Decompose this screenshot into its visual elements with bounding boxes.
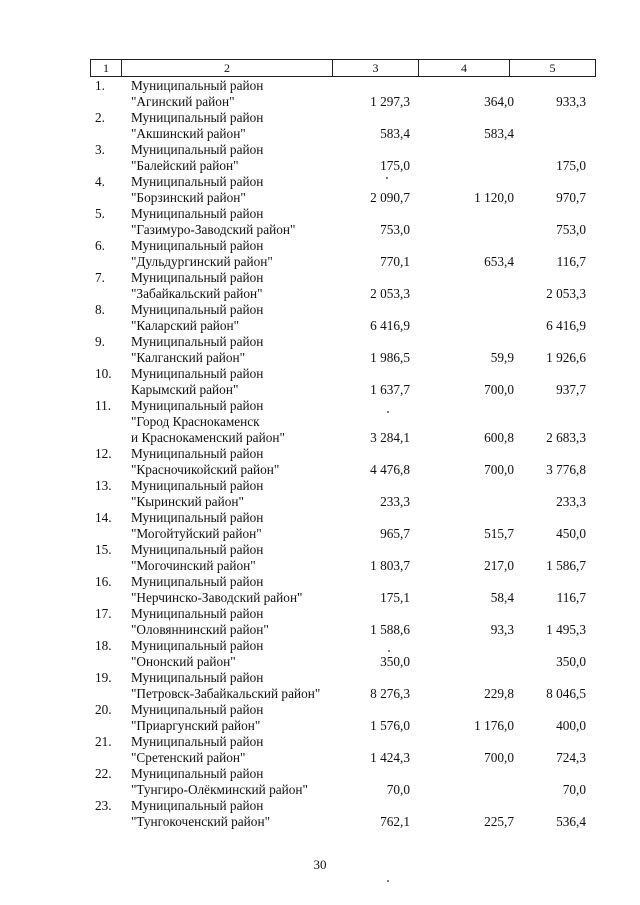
value-col-5: 1 495,3	[546, 622, 586, 637]
district-name-line: Муниципальный район	[131, 670, 264, 685]
value-col-3: 2 090,7	[370, 190, 410, 205]
district-name	[131, 206, 361, 238]
table-row	[0, 174, 640, 206]
value-col-3: 762,1	[380, 814, 410, 829]
value-col-3: 175,1	[380, 590, 410, 605]
district-name	[131, 670, 361, 702]
table-header	[90, 59, 596, 77]
district-name	[131, 302, 361, 334]
value-col-4: 700,0	[484, 462, 514, 477]
district-name-line: Муниципальный район	[131, 734, 264, 749]
value-col-3: 583,4	[380, 126, 410, 141]
value-col-3: 1 576,0	[370, 718, 410, 733]
value-col-3: 3 284,1	[370, 430, 410, 445]
district-name-line: Муниципальный район	[131, 334, 264, 349]
district-name	[131, 142, 361, 174]
value-col-3: 1 986,5	[370, 350, 410, 365]
district-name	[131, 702, 361, 734]
value-col-5: 116,7	[556, 590, 586, 605]
row-number: 20.	[95, 702, 112, 717]
value-col-5: 116,7	[556, 254, 586, 269]
value-col-5: 1 926,6	[546, 350, 586, 365]
district-name-line: "Забайкальский район"	[131, 286, 263, 301]
value-col-5: 6 416,9	[546, 318, 586, 333]
district-name-line: Муниципальный район	[131, 110, 264, 125]
header-col-3: 3	[333, 60, 419, 77]
value-col-3: 1 803,7	[370, 558, 410, 573]
district-name-line: "Дульдургинский район"	[131, 254, 273, 269]
value-col-5: 724,3	[556, 750, 586, 765]
value-col-3: 70,0	[386, 782, 410, 797]
district-name	[131, 270, 361, 302]
value-col-5: 1 586,7	[546, 558, 586, 573]
row-number: 17.	[95, 606, 112, 621]
district-name-line: Муниципальный район	[131, 478, 264, 493]
row-number: 7.	[95, 270, 105, 285]
value-col-3: 4 476,8	[370, 462, 410, 477]
value-col-5: 400,0	[556, 718, 586, 733]
district-name-line: Муниципальный район	[131, 78, 264, 93]
value-col-4: 653,4	[484, 254, 514, 269]
district-name	[131, 334, 361, 366]
district-name	[131, 398, 361, 446]
district-name	[131, 510, 361, 542]
district-name-line: "Кыринский район"	[131, 494, 244, 509]
district-name-line: "Газимуро-Заводский район"	[131, 222, 296, 237]
value-col-4: 364,0	[484, 94, 514, 109]
value-col-4: 93,3	[490, 622, 514, 637]
district-name-line: "Балейский район"	[131, 158, 239, 173]
value-col-5: 175,0	[556, 158, 586, 173]
row-number: 1.	[95, 78, 105, 93]
value-col-5: 8 046,5	[546, 686, 586, 701]
header-col-2: 2	[122, 60, 333, 77]
district-name	[131, 478, 361, 510]
district-name-line: "Приаргунский район"	[131, 718, 261, 733]
district-name	[131, 174, 361, 206]
row-number: 15.	[95, 542, 112, 557]
table-row	[0, 334, 640, 366]
table-row	[0, 238, 640, 270]
value-col-5: 937,7	[556, 382, 586, 397]
district-name-line: Муниципальный район	[131, 798, 264, 813]
table-row	[0, 78, 640, 110]
table-row	[0, 510, 640, 542]
district-name-line: и Краснокаменский район"	[131, 430, 285, 445]
district-name-line: "Сретенский район"	[131, 750, 246, 765]
district-name-line: "Город Краснокаменск	[131, 414, 260, 429]
district-name	[131, 446, 361, 478]
row-number: 16.	[95, 574, 112, 589]
row-number: 11.	[95, 398, 112, 413]
value-col-3: 1 637,7	[370, 382, 410, 397]
scan-speck	[386, 177, 388, 179]
table-row	[0, 302, 640, 334]
row-number: 19.	[95, 670, 112, 685]
value-col-5: 70,0	[562, 782, 586, 797]
district-name-line: Муниципальный район	[131, 270, 264, 285]
value-col-4: 583,4	[484, 126, 514, 141]
value-col-5: 536,4	[556, 814, 586, 829]
district-name-line: "Оловяннинский район"	[131, 622, 269, 637]
value-col-4: 700,0	[484, 750, 514, 765]
value-col-5: 933,3	[556, 94, 586, 109]
value-col-4: 225,7	[484, 814, 514, 829]
header-col-1: 1	[91, 60, 122, 77]
table-row	[0, 206, 640, 238]
district-name-line: "Ононский район"	[131, 654, 236, 669]
row-number: 23.	[95, 798, 112, 813]
value-col-4: 1 176,0	[474, 718, 514, 733]
value-col-3: 1 588,6	[370, 622, 410, 637]
value-col-3: 8 276,3	[370, 686, 410, 701]
row-number: 14.	[95, 510, 112, 525]
value-col-5: 350,0	[556, 654, 586, 669]
value-col-3: 753,0	[380, 222, 410, 237]
district-name	[131, 798, 361, 830]
row-number: 21.	[95, 734, 112, 749]
district-name-line: "Агинский район"	[131, 94, 235, 109]
district-name-line: "Каларский район"	[131, 318, 240, 333]
value-col-3: 770,1	[380, 254, 410, 269]
value-col-3: 1 424,3	[370, 750, 410, 765]
district-name	[131, 766, 361, 798]
district-name-line: Муниципальный район	[131, 206, 264, 221]
district-name-line: Муниципальный район	[131, 638, 264, 653]
scan-speck	[388, 650, 390, 652]
value-col-4: 58,4	[490, 590, 514, 605]
value-col-4: 700,0	[484, 382, 514, 397]
district-name-line: Муниципальный район	[131, 574, 264, 589]
district-name-line: Муниципальный район	[131, 366, 264, 381]
district-name-line: Муниципальный район	[131, 766, 264, 781]
row-number: 2.	[95, 110, 105, 125]
district-name-line: Муниципальный район	[131, 510, 264, 525]
district-name-line: "Могочинский район"	[131, 558, 256, 573]
district-name	[131, 78, 361, 110]
district-name-line: Муниципальный район	[131, 702, 264, 717]
district-name	[131, 606, 361, 638]
district-name-line: "Красночикойский район"	[131, 462, 280, 477]
row-number: 12.	[95, 446, 112, 461]
row-number: 8.	[95, 302, 105, 317]
district-name-line: Муниципальный район	[131, 446, 264, 461]
district-name-line: Муниципальный район	[131, 238, 264, 253]
district-name-line: "Калганский район"	[131, 350, 246, 365]
district-name-line: Муниципальный район	[131, 302, 264, 317]
district-name-line: "Могойтуйский район"	[131, 526, 262, 541]
page-number: 30	[313, 857, 327, 872]
table-row	[0, 478, 640, 510]
row-number: 9.	[95, 334, 105, 349]
table-row	[0, 638, 640, 670]
value-col-5: 2 053,3	[546, 286, 586, 301]
row-number: 22.	[95, 766, 112, 781]
value-col-5: 970,7	[556, 190, 586, 205]
district-name-line: "Тунгиро-Олёкминский район"	[131, 782, 308, 797]
row-number: 5.	[95, 206, 105, 221]
table-row	[0, 798, 640, 830]
value-col-4: 515,7	[484, 526, 514, 541]
district-name-line: Муниципальный район	[131, 398, 264, 413]
value-col-3: 6 416,9	[370, 318, 410, 333]
table-row	[0, 766, 640, 798]
district-name	[131, 734, 361, 766]
value-col-4: 217,0	[484, 558, 514, 573]
district-name-line: Карымский район"	[131, 382, 239, 397]
table-row	[0, 366, 640, 398]
district-name	[131, 366, 361, 398]
value-col-3: 350,0	[380, 654, 410, 669]
scan-speck	[387, 411, 389, 413]
district-name-line: Муниципальный район	[131, 606, 264, 621]
district-name-line: "Борзинский район"	[131, 190, 246, 205]
district-name	[131, 238, 361, 270]
value-col-4: 59,9	[490, 350, 514, 365]
value-col-3: 233,3	[380, 494, 410, 509]
value-col-5: 450,0	[556, 526, 586, 541]
district-name	[131, 574, 361, 606]
value-col-3: 175,0	[380, 158, 410, 173]
table-row	[0, 270, 640, 302]
table-row	[0, 142, 640, 174]
value-col-3: 2 053,3	[370, 286, 410, 301]
table-row	[0, 542, 640, 574]
value-col-4: 229,8	[484, 686, 514, 701]
table-body	[0, 78, 640, 830]
value-col-4: 600,8	[484, 430, 514, 445]
table-row	[0, 670, 640, 702]
scan-speck	[387, 880, 389, 882]
table-row	[0, 606, 640, 638]
row-number: 13.	[95, 478, 112, 493]
value-col-3: 1 297,3	[370, 94, 410, 109]
header-col-5: 5	[510, 60, 596, 77]
district-name	[131, 542, 361, 574]
table-row	[0, 110, 640, 142]
value-col-5: 753,0	[556, 222, 586, 237]
value-col-3: 965,7	[380, 526, 410, 541]
district-name-line: Муниципальный район	[131, 174, 264, 189]
district-name-line: Муниципальный район	[131, 542, 264, 557]
row-number: 10.	[95, 366, 112, 381]
row-number: 18.	[95, 638, 112, 653]
district-name	[131, 638, 361, 670]
header-row	[91, 60, 596, 77]
district-name-line: "Акшинский район"	[131, 126, 246, 141]
value-col-5: 2 683,3	[546, 430, 586, 445]
table-row	[0, 702, 640, 734]
district-name-line: "Тунгокоченский район"	[131, 814, 270, 829]
row-number: 3.	[95, 142, 105, 157]
value-col-4: 1 120,0	[474, 190, 514, 205]
row-number: 4.	[95, 174, 105, 189]
value-col-5: 233,3	[556, 494, 586, 509]
district-name-line: Муниципальный район	[131, 142, 264, 157]
district-name-line: "Петровск-Забайкальский район"	[131, 686, 321, 701]
district-name	[131, 110, 361, 142]
row-number: 6.	[95, 238, 105, 253]
table-row	[0, 398, 640, 446]
value-col-5: 3 776,8	[546, 462, 586, 477]
district-name-line: "Нерчинско-Заводский район"	[131, 590, 303, 605]
table-row	[0, 446, 640, 478]
header-col-4: 4	[419, 60, 510, 77]
table-row	[0, 574, 640, 606]
table-row	[0, 734, 640, 766]
